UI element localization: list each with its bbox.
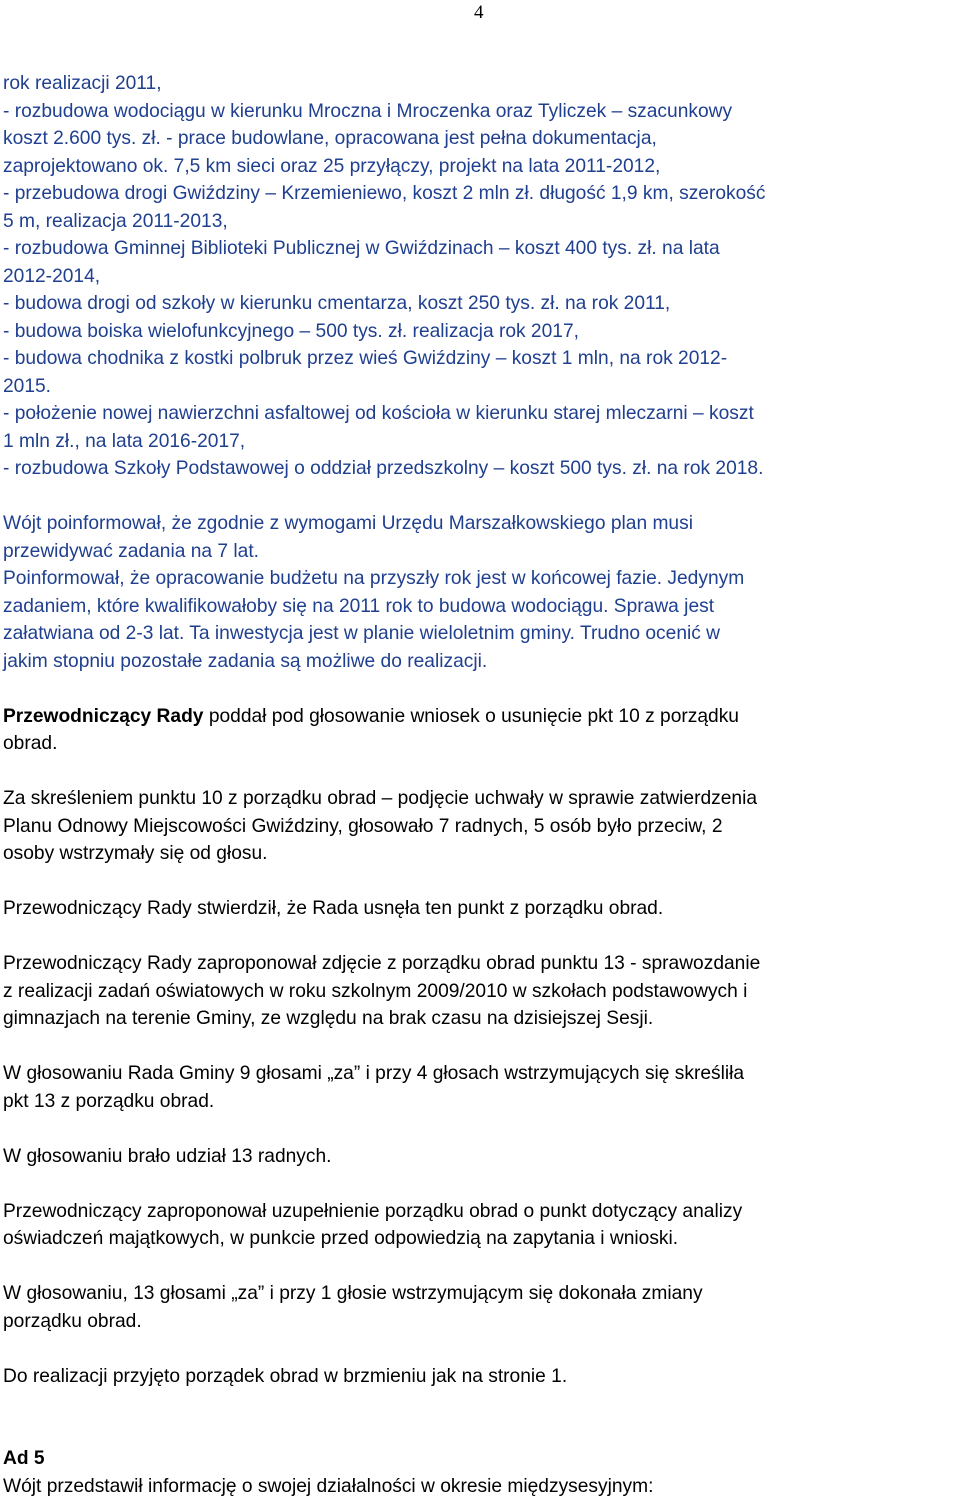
text-line: Do realizacji przyjęto porządek obrad w brzmieniu jak na stronie 1. xyxy=(3,1365,568,1387)
chairman-label: Przewodniczący Rady xyxy=(3,705,204,727)
text-line: Wójt przedstawił informację o swojej działalności w okresie międzysesyjnym: xyxy=(3,1475,654,1497)
motion-text: poddał pod głosowanie wniosek o usunięcie pkt 10 z porządku xyxy=(203,705,739,727)
text-line xyxy=(3,703,951,731)
text-line: W głosowaniu brało udział 13 radnych. xyxy=(3,1145,332,1167)
text-line: oświadczeń majątkowych, w punkcie przed odpowiedzią na zapytania i wnioski. xyxy=(3,1228,679,1249)
text-line: jakim stopniu pozostałe zadania są możliwe do realizacji. xyxy=(3,650,488,672)
paragraph-gap xyxy=(3,483,951,511)
vote-pkt10-paragraph xyxy=(3,785,951,868)
text-line: rok realizacji 2011, xyxy=(3,73,162,94)
text-line: Za skreśleniem punktu 10 z porządku obrad – podjęcie uchwały w sprawie zatwierdzenia xyxy=(3,788,758,809)
text-line: - rozbudowa wodociągu w kierunku Mroczna i Mroczenka oraz Tyliczek – szacunkowy xyxy=(3,100,733,122)
proposal-pkt13-paragraph xyxy=(3,950,951,1033)
text-line: - budowa boiska wielofunkcyjnego – 500 tys. zł. realizacja rok 2017, xyxy=(3,320,579,342)
ad5-section xyxy=(3,1445,951,1500)
paragraph-gap xyxy=(3,868,951,896)
text-line: osoby wstrzymały się od głosu. xyxy=(3,843,268,864)
text-line: obrad. xyxy=(3,733,58,754)
paragraph-gap xyxy=(3,1033,951,1061)
motion-paragraph xyxy=(3,703,951,758)
text-line: - budowa drogi od szkoły w kierunku cmentarza, koszt 250 tys. zł. na rok 2011, xyxy=(3,293,671,314)
text-line: Przewodniczący zaproponował uzupełnienie porządku obrad o punkt dotyczący analizy xyxy=(3,1200,743,1222)
paragraph-gap xyxy=(3,923,951,951)
text-line: Przewodniczący Rady stwierdził, że Rada usnęła ten punkt z porządku obrad. xyxy=(3,898,664,919)
vote-change-paragraph xyxy=(3,1280,951,1335)
text-line: - rozbudowa Gminnej Biblioteki Publicznej w Gwiździnach – koszt 400 tys. zł. na lata xyxy=(3,238,720,259)
text-line: - rozbudowa Szkoły Podstawowej o oddział przedszkolny – koszt 500 tys. zł. na rok 2018. xyxy=(3,458,764,479)
text-line: 1 mln zł., na lata 2016-2017, xyxy=(3,430,246,452)
participants-paragraph xyxy=(3,1143,951,1171)
text-line: zadaniem, które kwalifikowałoby się na 2011 rok to budowa wodociągu. Sprawa jest xyxy=(3,595,715,617)
text-line: - położenie nowej nawierzchni asfaltowej od kościoła w kierunku starej mleczarni – koszt xyxy=(3,403,754,424)
text-line: zaprojektowano ok. 7,5 km sieci oraz 25 przyłączy, projekt na lata 2011-2012, xyxy=(3,155,661,177)
vote-pkt13-paragraph xyxy=(3,1060,951,1115)
paragraph-gap xyxy=(3,1390,951,1418)
projects-list xyxy=(3,70,951,483)
adopted-paragraph xyxy=(3,1363,951,1391)
text-line: pkt 13 z porządku obrad. xyxy=(3,1090,215,1112)
text-line: z realizacji zadań oświatowych w roku szkolnym 2009/2010 w szkołach podstawowych i xyxy=(3,980,748,1002)
text-line: Planu Odnowy Miejscowości Gwiździny, głosowało 7 radnych, 5 osób było przeciw, 2 xyxy=(3,815,723,837)
text-line: - przebudowa drogi Gwiździny – Krzemieniewo, koszt 2 mln zł. długość 1,9 km, szerokość xyxy=(3,183,766,204)
document-body xyxy=(3,70,951,1500)
text-line: 2012-2014, xyxy=(3,265,101,287)
paragraph-gap xyxy=(3,1418,951,1446)
text-line: porządku obrad. xyxy=(3,1310,142,1332)
text-line: Przewodniczący Rady zaproponował zdjęcie z porządku obrad punktu 13 - sprawozdanie xyxy=(3,953,761,974)
text-line: Poinformował, że opracowanie budżetu na przyszły rok jest w końcowej fazie. Jedynym xyxy=(3,568,745,589)
text-line: gimnazjach na terenie Gminy, ze względu na brak czasu na dzisiejszej Sesji. xyxy=(3,1008,654,1029)
paragraph-gap xyxy=(3,1115,951,1143)
page-number: 4 xyxy=(474,2,484,23)
text-line: W głosowaniu, 13 głosami „za” i przy 1 głosie wstrzymującym się dokonała zmiany xyxy=(3,1283,703,1304)
text-line: - budowa chodnika z kostki polbruk przez wieś Gwiździny – koszt 1 mln, na rok 2012- xyxy=(3,348,728,369)
paragraph-gap xyxy=(3,675,951,703)
wojt-info-paragraph xyxy=(3,510,951,675)
text-line: Wójt poinformował, że zgodnie z wymogami Urzędu Marszałkowskiego plan musi xyxy=(3,513,693,534)
paragraph-gap xyxy=(3,1335,951,1363)
text-line: 2015. xyxy=(3,375,52,397)
statement-removed-paragraph xyxy=(3,895,951,923)
text-line: 5 m, realizacja 2011-2013, xyxy=(3,210,228,232)
paragraph-gap xyxy=(3,758,951,786)
proposal-addition-paragraph xyxy=(3,1198,951,1253)
text-line: przewidywać zadania na 7 lat. xyxy=(3,540,259,562)
text-line: W głosowaniu Rada Gminy 9 głosami „za” i przy 4 głosach wstrzymujących się skreśliła xyxy=(3,1063,745,1084)
text-line: koszt 2.600 tys. zł. - prace budowlane, opracowana jest pełna dokumentacja, xyxy=(3,128,657,149)
paragraph-gap xyxy=(3,1170,951,1198)
section-heading: Ad 5 xyxy=(3,1448,45,1469)
text-line: załatwiana od 2-3 lat. Ta inwestycja jest w planie wieloletnim gminy. Trudno ocenić w xyxy=(3,623,721,644)
paragraph-gap xyxy=(3,1253,951,1281)
